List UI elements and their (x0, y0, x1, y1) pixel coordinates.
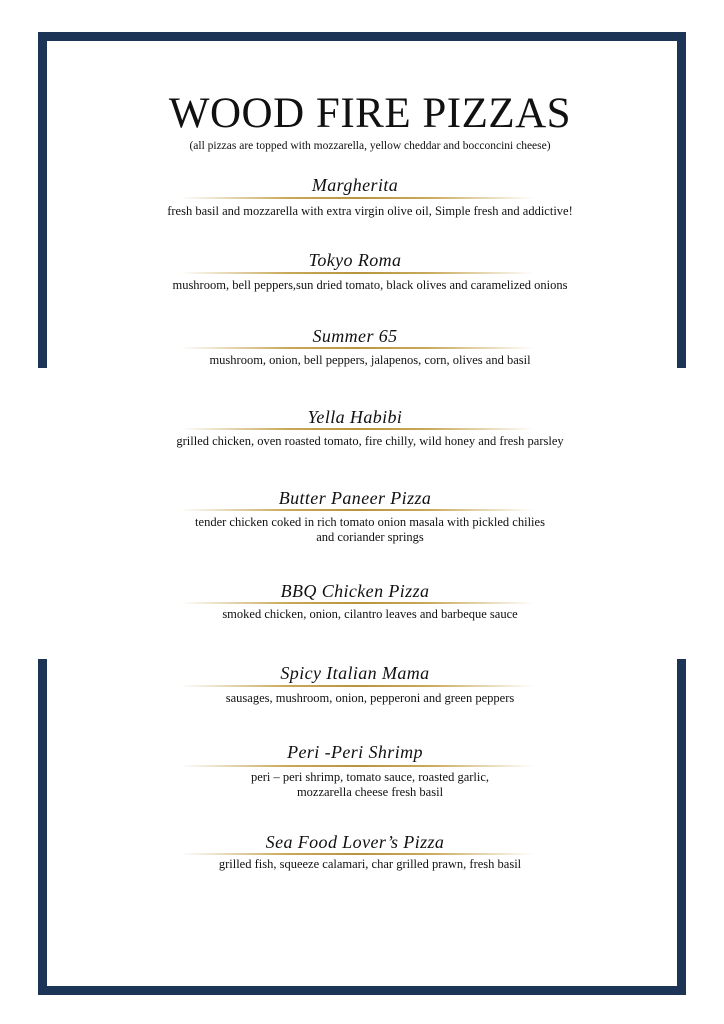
menu-item-name: Spicy Italian Mama (280, 663, 430, 683)
menu-item-description: mushroom, onion, bell peppers, jalapenos, corn, olives and basil (209, 353, 531, 367)
menu-frame-left-upper (38, 32, 47, 368)
menu-frame-right-upper (677, 32, 686, 368)
menu-frame-left-lower (38, 659, 47, 995)
gold-divider (180, 765, 534, 767)
gold-divider (180, 347, 534, 349)
menu-item-description: fresh basil and mozzarella with extra virgin olive oil, Simple fresh and addictive! (167, 204, 573, 218)
gold-divider (180, 428, 534, 430)
gold-divider (180, 509, 534, 511)
menu-item-description: tender chicken coked in rich tomato onion masala with pickled chilies (195, 515, 545, 529)
menu-item-description-line-2: and coriander springs (316, 530, 424, 544)
menu-item-description: smoked chicken, onion, cilantro leaves and barbeque sauce (222, 607, 518, 621)
menu-title: WOOD FIRE PIZZAS (168, 90, 572, 137)
menu-frame-top (38, 32, 686, 41)
menu-item-name: Summer 65 (312, 326, 398, 346)
gold-divider (180, 197, 534, 199)
menu-item-description: grilled fish, squeeze calamari, char grilled prawn, fresh basil (218, 857, 522, 871)
menu-item-name: Butter Paneer Pizza (278, 488, 432, 508)
menu-frame-right-lower (677, 659, 686, 995)
menu-item-name: Tokyo Roma (308, 250, 402, 270)
gold-divider (180, 272, 534, 274)
menu-frame-bottom (38, 986, 686, 995)
menu-item-description: grilled chicken, oven roasted tomato, fire chilly, wild honey and fresh parsley (176, 434, 564, 448)
gold-divider (180, 685, 534, 687)
menu-item-description: sausages, mushroom, onion, pepperoni and green peppers (225, 691, 515, 705)
menu-item-description: mushroom, bell peppers,sun dried tomato, black olives and caramelized onions (172, 278, 568, 292)
menu-item-name: BBQ Chicken Pizza (280, 581, 430, 601)
menu-item-name: Margherita (311, 175, 399, 195)
menu-item-description: peri – peri shrimp, tomato sauce, roasted garlic, (250, 770, 490, 784)
gold-divider (180, 853, 534, 855)
gold-divider (180, 602, 534, 604)
menu-subtitle: (all pizzas are topped with mozzarella, yellow cheddar and bocconcini cheese) (189, 140, 551, 152)
menu-item-name: Sea Food Lover’s Pizza (265, 832, 445, 852)
menu-item-name: Yella Habibi (307, 407, 403, 427)
menu-item-name: Peri -Peri Shrimp (287, 742, 423, 762)
menu-item-description-line-2: mozzarella cheese fresh basil (296, 785, 444, 799)
